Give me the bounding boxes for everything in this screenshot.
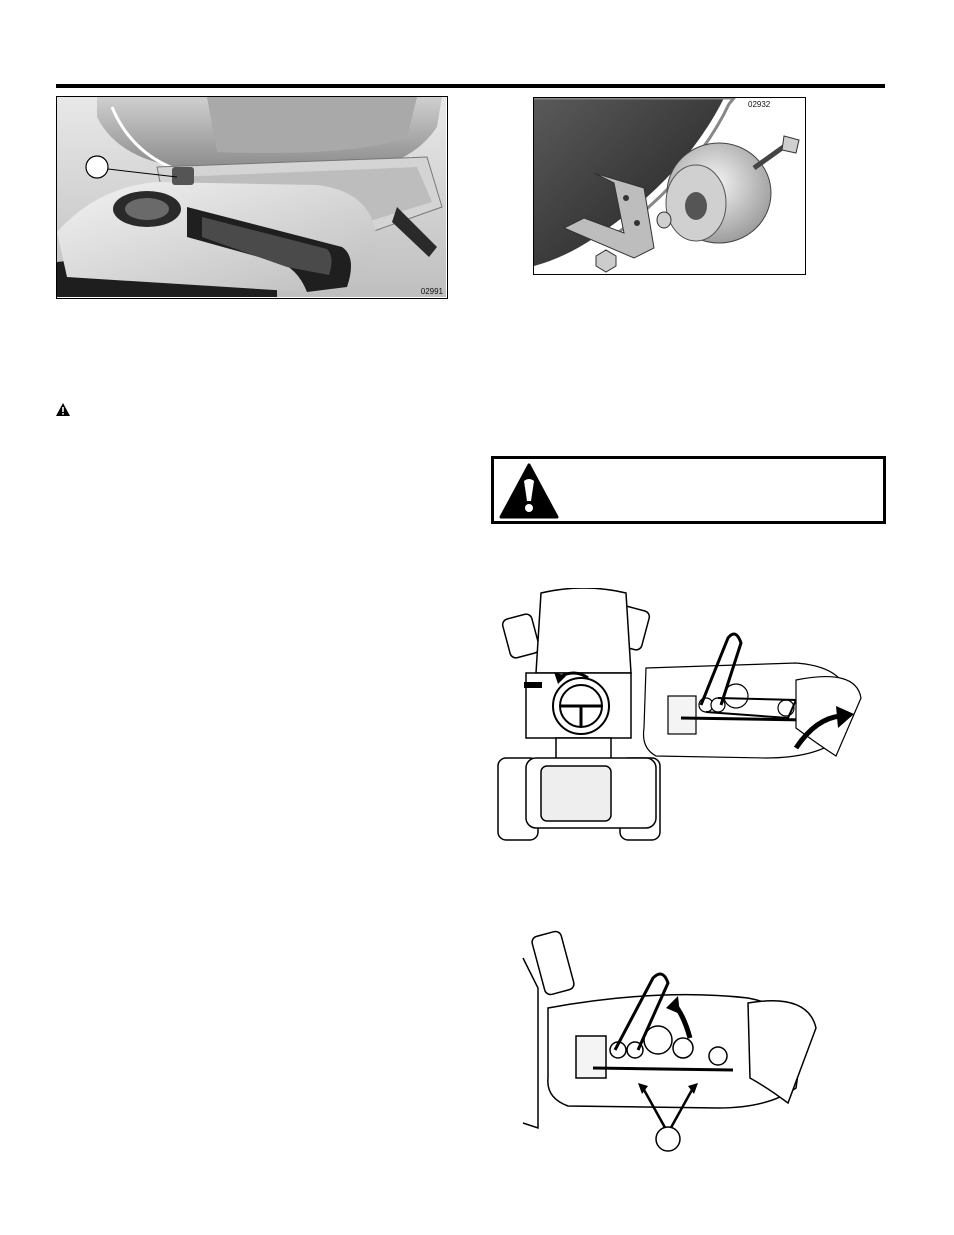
- deck-belt-removal-illustration: [496, 588, 868, 844]
- warning-triangle-icon: [499, 463, 559, 519]
- gauge-wheel-illustration: [534, 98, 804, 273]
- seat-photo-illustration: [57, 97, 446, 297]
- deck-belt-removal-figure: [496, 588, 868, 844]
- figure-code: 02991: [420, 287, 443, 296]
- figure-code: 02932: [748, 100, 771, 109]
- seat-photo-figure: [56, 96, 448, 299]
- header-rule: [56, 84, 885, 88]
- deck-belt-routing-illustration: [518, 928, 818, 1153]
- warning-triangle-icon: [56, 403, 70, 416]
- gauge-wheel-figure: [533, 97, 806, 275]
- deck-belt-routing-figure: [518, 928, 818, 1153]
- warning-box: [491, 456, 886, 524]
